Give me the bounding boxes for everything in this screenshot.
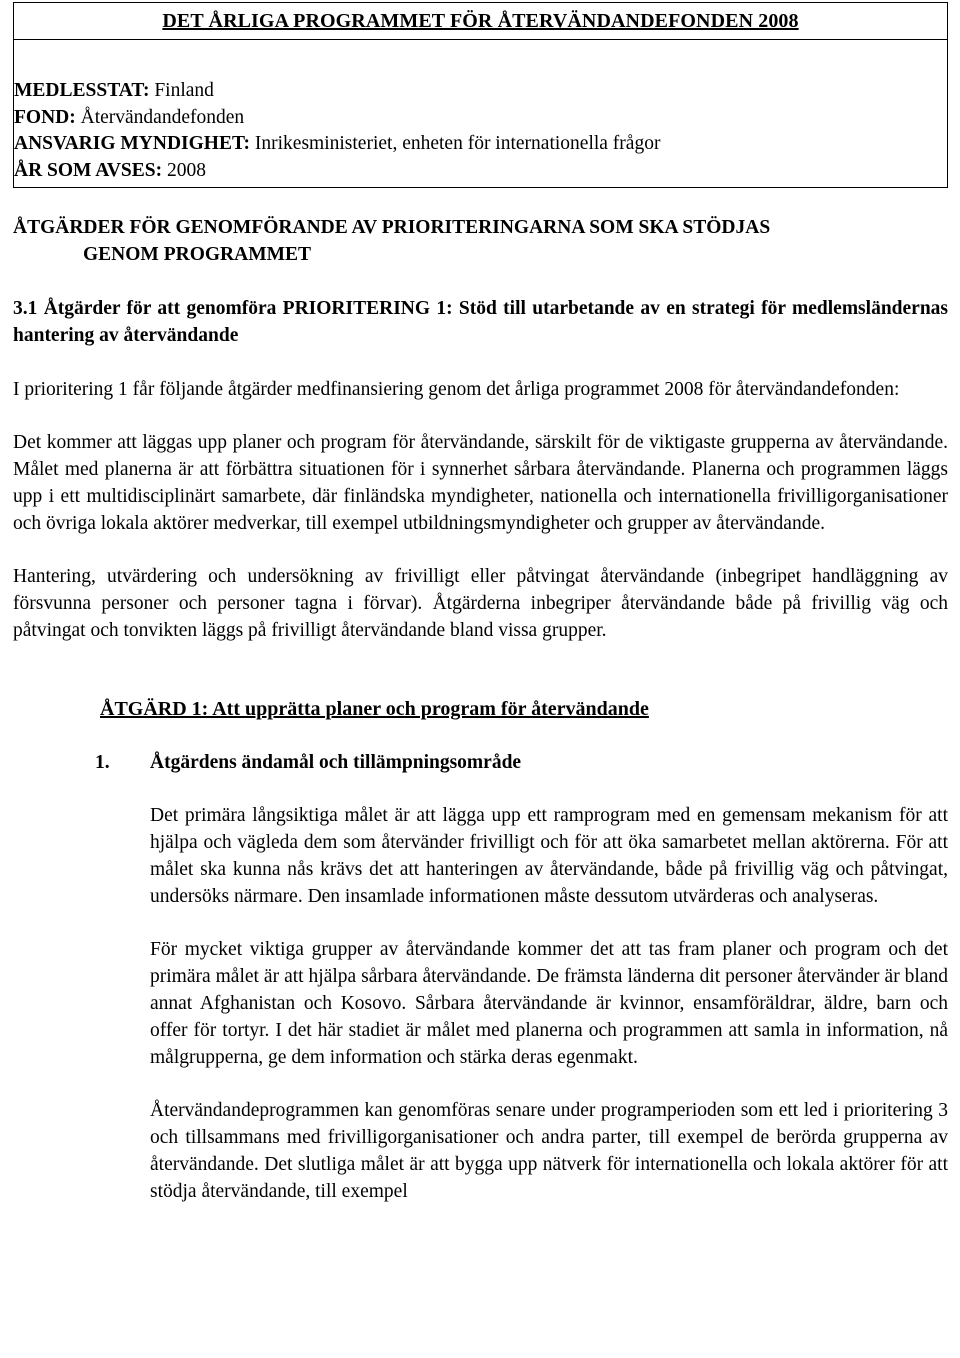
- indented-paragraph: Det primära långsiktiga målet är att lägga upp ett ramprogram med en gemensam mekanism för att hjälpa och vägleda dem som återvänder frivilligt och för att öka samarbetet mellan aktörerna. För att målet ska kunna nås krävs det att hanteringen av återvändande, både på frivillig väg och påtvingat, undersöks närmare. Den insamlade informationen måste dessutom utvärderas och analyseras.: [150, 805, 948, 907]
- document-title: DET ÅRLIGA PROGRAMMET FÖR ÅTERVÄNDANDEFONDEN 2008: [162, 9, 799, 32]
- info-fund: FOND: Återvändandefonden: [14, 106, 245, 128]
- paragraph: I prioritering 1 får följande åtgärder medfinansiering genom det årliga programmet 2008 för återvändandefonden:: [13, 379, 900, 400]
- indented-paragraph: För mycket viktiga grupper av återvändande kommer det att tas fram planer och program och det primära målet är att hjälpa sårbara återvändande. De främsta länderna dit personer återvänder är bland annat Afghanistan och Kosovo. Sårbara återvändande är kvinnor, ensamföräldrar, äldre, barn och offer för tortyr. I det här stadiet är målet med planerna och programmen att samla in information, nå målgrupperna, ge dem information och stärka deras egenmakt.: [150, 939, 948, 1068]
- document-page: [13, 0, 948, 1205]
- action-title: ÅTGÄRD 1: Att upprätta planer och program för återvändande: [100, 698, 649, 720]
- section-heading: ÅTGÄRDER FÖR GENOMFÖRANDE AV PRIORITERINGARNA SOM SKA STÖDJAS GENOM PROGRAMMET: [13, 217, 771, 265]
- title-box: [13, 2, 948, 40]
- paragraph: Hantering, utvärdering och undersökning av frivilligt eller påtvingat återvändande (inbegripet handläggning av försvunna personer och personer tagna i förvar). Åtgärderna inbegriper återvändande både på frivillig väg och påtvingat och tonvikten läggs på frivilligt återvändande bland vissa grupper.: [13, 566, 948, 641]
- subsection-heading: 3.1 Åtgärder för att genomföra PRIORITERING 1: Stöd till utarbetande av en strategi för medlemsländernas hantering av återvändande: [13, 298, 948, 346]
- info-box: [13, 40, 948, 188]
- indented-paragraph: Återvändandeprogrammen kan genomföras senare under programperioden som ett led i prioritering 3 och tillsammans med frivilligorganisationer och andra parter, till exempel de berörda grupperna av återvändande. Det slutliga målet är att bygga upp nätverk för internationella och lokala aktörer för att stödja återvändande, till exempel: [150, 1100, 948, 1202]
- info-authority: ANSVARIG MYNDIGHET: Inrikesministeriet, enheten för internationella frågor: [14, 133, 661, 154]
- info-member-state: MEDLESSTAT: Finland: [14, 80, 214, 101]
- paragraph: Det kommer att läggas upp planer och program för återvändande, särskilt för de viktigaste grupperna av återvändande. Målet med planerna är att förbättra situationen för i synnerhet sårbara återvändande. Planerna och programmen läggs upp i ett multidisciplinärt samarbete, där finländska myndigheter, nationella och internationella frivilligorganisationer och övriga lokala aktörer medverkar, till exempel utbildningsmyndigheter och grupper av återvändande.: [13, 432, 948, 534]
- info-year: ÅR SOM AVSES: 2008: [14, 159, 206, 181]
- sub-item-heading: 1. Åtgärdens ändamål och tillämpningsområde: [95, 752, 522, 773]
